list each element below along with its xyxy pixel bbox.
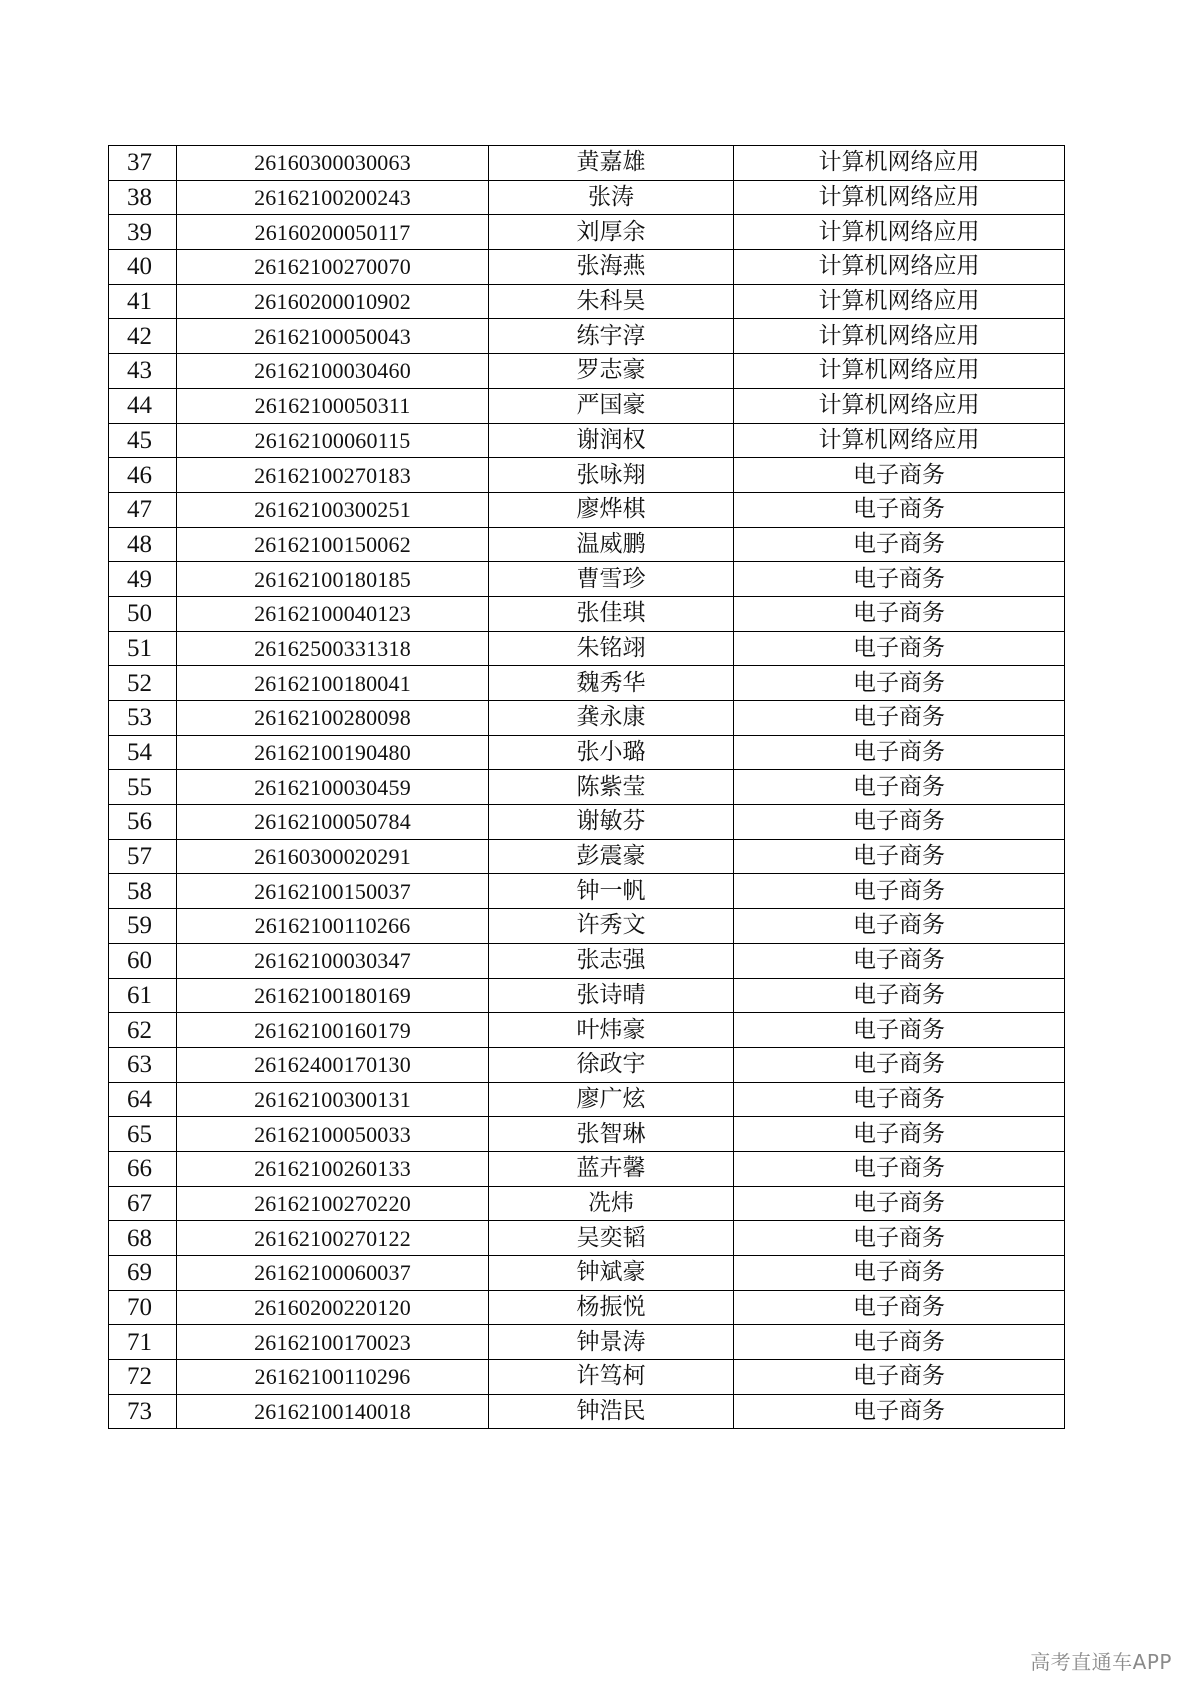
candidate-id-cell: 26162100050033: [177, 1117, 489, 1152]
major-cell: 计算机网络应用: [734, 284, 1065, 319]
student-name-cell: 许笃柯: [489, 1360, 734, 1395]
table-row: [109, 1394, 1065, 1429]
candidate-id-cell: 26162100110296: [177, 1360, 489, 1395]
row-number-cell: 56: [109, 805, 177, 840]
student-roster-table: [108, 145, 1065, 1429]
table-row: [109, 1047, 1065, 1082]
student-name-cell: 罗志豪: [489, 354, 734, 389]
table-row: [109, 215, 1065, 250]
student-name-cell: 徐政宇: [489, 1047, 734, 1082]
student-name-cell: 许秀文: [489, 909, 734, 944]
table-row: [109, 631, 1065, 666]
student-name-cell: 钟一帆: [489, 874, 734, 909]
table-row: [109, 1290, 1065, 1325]
row-number-cell: 48: [109, 527, 177, 562]
major-cell: 计算机网络应用: [734, 319, 1065, 354]
student-name-cell: 冼炜: [489, 1186, 734, 1221]
table-row: [109, 909, 1065, 944]
row-number-cell: 38: [109, 180, 177, 215]
major-cell: 电子商务: [734, 527, 1065, 562]
candidate-id-cell: 26162100200243: [177, 180, 489, 215]
candidate-id-cell: 26162100030459: [177, 770, 489, 805]
candidate-id-cell: 26162100300251: [177, 492, 489, 527]
major-cell: 电子商务: [734, 458, 1065, 493]
roster-table-body: [109, 146, 1065, 1429]
table-row: [109, 1013, 1065, 1048]
major-cell: 计算机网络应用: [734, 146, 1065, 181]
student-name-cell: 钟浩民: [489, 1394, 734, 1429]
major-cell: 电子商务: [734, 701, 1065, 736]
student-name-cell: 张智琳: [489, 1117, 734, 1152]
candidate-id-cell: 26162100140018: [177, 1394, 489, 1429]
row-number-cell: 67: [109, 1186, 177, 1221]
table-row: [109, 666, 1065, 701]
row-number-cell: 44: [109, 388, 177, 423]
row-number-cell: 46: [109, 458, 177, 493]
major-cell: 电子商务: [734, 1186, 1065, 1221]
table-row: [109, 354, 1065, 389]
major-cell: 电子商务: [734, 1013, 1065, 1048]
student-name-cell: 刘厚余: [489, 215, 734, 250]
major-cell: 电子商务: [734, 805, 1065, 840]
row-number-cell: 64: [109, 1082, 177, 1117]
candidate-id-cell: 26160300030063: [177, 146, 489, 181]
student-name-cell: 张诗晴: [489, 978, 734, 1013]
major-cell: 电子商务: [734, 1360, 1065, 1395]
major-cell: 电子商务: [734, 978, 1065, 1013]
candidate-id-cell: 26162100040123: [177, 596, 489, 631]
row-number-cell: 58: [109, 874, 177, 909]
major-cell: 电子商务: [734, 596, 1065, 631]
row-number-cell: 52: [109, 666, 177, 701]
student-name-cell: 叶炜豪: [489, 1013, 734, 1048]
row-number-cell: 54: [109, 735, 177, 770]
candidate-id-cell: 26162100110266: [177, 909, 489, 944]
candidate-id-cell: 26162100180185: [177, 562, 489, 597]
table-row: [109, 527, 1065, 562]
candidate-id-cell: 26162100050043: [177, 319, 489, 354]
student-name-cell: 严国豪: [489, 388, 734, 423]
major-cell: 计算机网络应用: [734, 180, 1065, 215]
candidate-id-cell: 26162100160179: [177, 1013, 489, 1048]
table-row: [109, 805, 1065, 840]
row-number-cell: 68: [109, 1221, 177, 1256]
candidate-id-cell: 26160200010902: [177, 284, 489, 319]
candidate-id-cell: 26162100180169: [177, 978, 489, 1013]
student-name-cell: 廖广炫: [489, 1082, 734, 1117]
student-name-cell: 钟斌豪: [489, 1256, 734, 1291]
major-cell: 电子商务: [734, 562, 1065, 597]
row-number-cell: 71: [109, 1325, 177, 1360]
table-row: [109, 874, 1065, 909]
table-row: [109, 770, 1065, 805]
table-row: [109, 1082, 1065, 1117]
table-row: [109, 596, 1065, 631]
candidate-id-cell: 26160200220120: [177, 1290, 489, 1325]
row-number-cell: 37: [109, 146, 177, 181]
table-row: [109, 458, 1065, 493]
row-number-cell: 43: [109, 354, 177, 389]
major-cell: 电子商务: [734, 1151, 1065, 1186]
student-name-cell: 温威鹏: [489, 527, 734, 562]
major-cell: 电子商务: [734, 770, 1065, 805]
row-number-cell: 49: [109, 562, 177, 597]
table-row: [109, 978, 1065, 1013]
student-name-cell: 陈紫莹: [489, 770, 734, 805]
table-row: [109, 388, 1065, 423]
row-number-cell: 47: [109, 492, 177, 527]
row-number-cell: 61: [109, 978, 177, 1013]
row-number-cell: 72: [109, 1360, 177, 1395]
student-name-cell: 谢润权: [489, 423, 734, 458]
candidate-id-cell: 26162100300131: [177, 1082, 489, 1117]
major-cell: 电子商务: [734, 909, 1065, 944]
candidate-id-cell: 26162100050784: [177, 805, 489, 840]
table-row: [109, 562, 1065, 597]
major-cell: 电子商务: [734, 1394, 1065, 1429]
student-name-cell: 杨振悦: [489, 1290, 734, 1325]
student-name-cell: 钟景涛: [489, 1325, 734, 1360]
major-cell: 电子商务: [734, 1256, 1065, 1291]
candidate-id-cell: 26162100050311: [177, 388, 489, 423]
row-number-cell: 55: [109, 770, 177, 805]
table-row: [109, 1256, 1065, 1291]
row-number-cell: 51: [109, 631, 177, 666]
row-number-cell: 53: [109, 701, 177, 736]
student-name-cell: 张小璐: [489, 735, 734, 770]
student-name-cell: 练宇淳: [489, 319, 734, 354]
candidate-id-cell: 26162100150037: [177, 874, 489, 909]
table-row: [109, 1360, 1065, 1395]
major-cell: 电子商务: [734, 839, 1065, 874]
table-row: [109, 1186, 1065, 1221]
row-number-cell: 63: [109, 1047, 177, 1082]
row-number-cell: 45: [109, 423, 177, 458]
major-cell: 电子商务: [734, 735, 1065, 770]
student-name-cell: 朱铭翊: [489, 631, 734, 666]
table-row: [109, 146, 1065, 181]
row-number-cell: 70: [109, 1290, 177, 1325]
table-row: [109, 1117, 1065, 1152]
candidate-id-cell: 26162100270070: [177, 250, 489, 285]
major-cell: 计算机网络应用: [734, 423, 1065, 458]
student-name-cell: 张佳琪: [489, 596, 734, 631]
row-number-cell: 62: [109, 1013, 177, 1048]
major-cell: 电子商务: [734, 1117, 1065, 1152]
table-row: [109, 839, 1065, 874]
row-number-cell: 73: [109, 1394, 177, 1429]
student-name-cell: 蓝卉馨: [489, 1151, 734, 1186]
table-row: [109, 423, 1065, 458]
student-name-cell: 张海燕: [489, 250, 734, 285]
candidate-id-cell: 26162100060037: [177, 1256, 489, 1291]
table-row: [109, 1221, 1065, 1256]
student-name-cell: 吴奕韬: [489, 1221, 734, 1256]
row-number-cell: 59: [109, 909, 177, 944]
table-row: [109, 180, 1065, 215]
major-cell: 计算机网络应用: [734, 388, 1065, 423]
student-name-cell: 朱科昊: [489, 284, 734, 319]
candidate-id-cell: 26162100270183: [177, 458, 489, 493]
major-cell: 电子商务: [734, 1221, 1065, 1256]
row-number-cell: 69: [109, 1256, 177, 1291]
major-cell: 电子商务: [734, 874, 1065, 909]
student-name-cell: 黄嘉雄: [489, 146, 734, 181]
table-row: [109, 1325, 1065, 1360]
student-name-cell: 龚永康: [489, 701, 734, 736]
candidate-id-cell: 26162100150062: [177, 527, 489, 562]
row-number-cell: 57: [109, 839, 177, 874]
row-number-cell: 41: [109, 284, 177, 319]
candidate-id-cell: 26162100180041: [177, 666, 489, 701]
candidate-id-cell: 26162100260133: [177, 1151, 489, 1186]
candidate-id-cell: 26162500331318: [177, 631, 489, 666]
row-number-cell: 65: [109, 1117, 177, 1152]
major-cell: 计算机网络应用: [734, 354, 1065, 389]
candidate-id-cell: 26162100030460: [177, 354, 489, 389]
student-name-cell: 张志强: [489, 943, 734, 978]
row-number-cell: 42: [109, 319, 177, 354]
major-cell: 电子商务: [734, 666, 1065, 701]
major-cell: 电子商务: [734, 1082, 1065, 1117]
table-row: [109, 319, 1065, 354]
major-cell: 电子商务: [734, 631, 1065, 666]
student-name-cell: 谢敏芬: [489, 805, 734, 840]
table-row: [109, 701, 1065, 736]
student-name-cell: 彭震豪: [489, 839, 734, 874]
candidate-id-cell: 26162400170130: [177, 1047, 489, 1082]
candidate-id-cell: 26162100060115: [177, 423, 489, 458]
student-name-cell: 曹雪珍: [489, 562, 734, 597]
watermark-text: 高考直通车APP: [1030, 1650, 1172, 1674]
candidate-id-cell: 26162100030347: [177, 943, 489, 978]
major-cell: 电子商务: [734, 943, 1065, 978]
candidate-id-cell: 26162100190480: [177, 735, 489, 770]
major-cell: 电子商务: [734, 1047, 1065, 1082]
student-name-cell: 张咏翔: [489, 458, 734, 493]
candidate-id-cell: 26162100270122: [177, 1221, 489, 1256]
major-cell: 计算机网络应用: [734, 215, 1065, 250]
major-cell: 电子商务: [734, 1290, 1065, 1325]
candidate-id-cell: 26162100170023: [177, 1325, 489, 1360]
student-name-cell: 廖烨棋: [489, 492, 734, 527]
candidate-id-cell: 26162100280098: [177, 701, 489, 736]
table-row: [109, 943, 1065, 978]
table-row: [109, 1151, 1065, 1186]
row-number-cell: 39: [109, 215, 177, 250]
row-number-cell: 50: [109, 596, 177, 631]
table-row: [109, 492, 1065, 527]
candidate-id-cell: 26162100270220: [177, 1186, 489, 1221]
candidate-id-cell: 26160200050117: [177, 215, 489, 250]
row-number-cell: 60: [109, 943, 177, 978]
table-row: [109, 735, 1065, 770]
row-number-cell: 40: [109, 250, 177, 285]
student-name-cell: 张涛: [489, 180, 734, 215]
candidate-id-cell: 26160300020291: [177, 839, 489, 874]
major-cell: 电子商务: [734, 1325, 1065, 1360]
table-row: [109, 250, 1065, 285]
major-cell: 电子商务: [734, 492, 1065, 527]
major-cell: 计算机网络应用: [734, 250, 1065, 285]
row-number-cell: 66: [109, 1151, 177, 1186]
table-row: [109, 284, 1065, 319]
student-name-cell: 魏秀华: [489, 666, 734, 701]
